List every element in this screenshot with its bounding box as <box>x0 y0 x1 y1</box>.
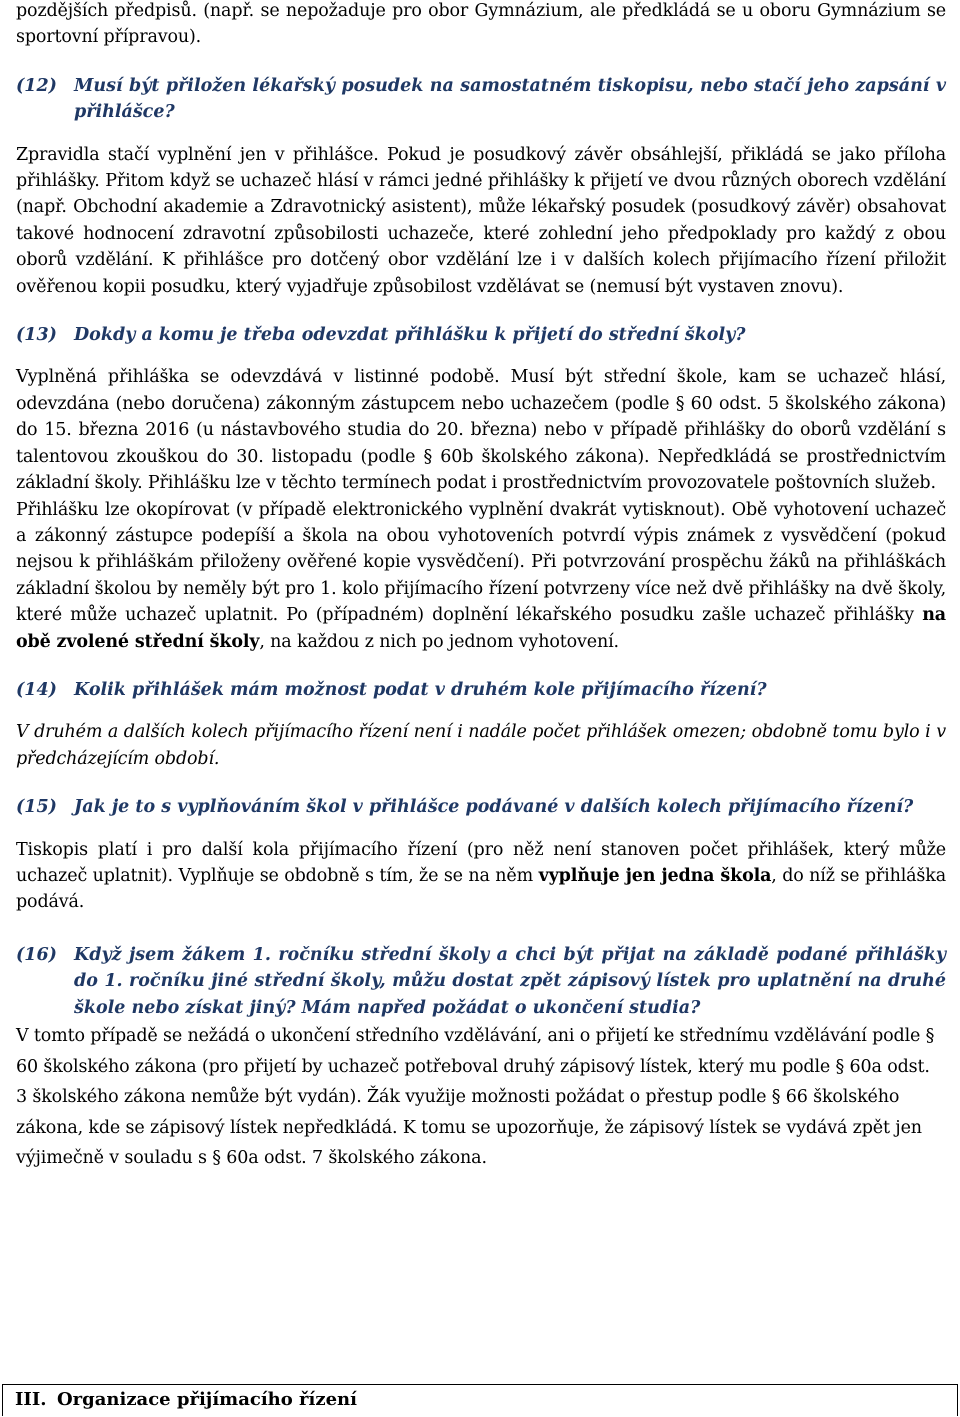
question-14 <box>16 677 946 703</box>
question-text: Musí být přiložen lékařský posudek na samostatném tiskopisu, nebo stačí jeho zapsání v přihlášce? <box>74 75 946 123</box>
question-text: Kolik přihlášek mám možnost podat v druhém kole přijímacího řízení? <box>74 679 767 700</box>
answer-13-paragraph-2 <box>16 497 946 655</box>
intro-paragraph: pozdějších předpisů. (např. se nepožaduje pro obor Gymnázium, ale předkládá se u oboru Gymnázium se sportovní přípravou). <box>16 1 946 48</box>
answer-16: V tomto případě se nežádá o ukončení středního vzdělávání, ani o přijetí ke střednímu vzdělávání podle § 60 školského zákona (pro přijetí by uchazeč potřeboval druhý zápisový lístek, který mu podle § 60a odst. 3 školského zákona nemůže být vydán). Žák využije možnosti požádat o přestup podle § 66 školského zákona, kde se zápisový lístek nepředkládá. K tomu se upozorňuje, že zápisový lístek se vydává zpět jen výjimečně v souladu s § 60a odst. 7 školského zákona. <box>16 1026 935 1168</box>
question-number: (15) <box>16 797 57 818</box>
answer-14: V druhém a dalších kolech přijímacího řízení není i nadále počet přihlášek omezen; obdobně tomu bylo i v předcházejícím období. <box>16 722 946 769</box>
answer-15 <box>16 837 946 916</box>
question-12 <box>16 73 946 126</box>
chapter-heading-box <box>2 1384 958 1416</box>
answer-text: Tiskopis platí i pro další kola přijímacího řízení (pro něž není stanoven počet přihlášek, který může uchazeč uplatnit). Vyplňuje se obdobně s tím, že se na něm <box>16 839 946 886</box>
question-15 <box>16 794 946 820</box>
answer-emphasis: na obě zvolené střední školy <box>16 605 946 652</box>
chapter-heading <box>15 1387 357 1413</box>
question-number: (14) <box>16 679 57 700</box>
answer-emphasis: vyplňuje jen jedna škola <box>538 865 772 886</box>
question-number: (12) <box>16 75 57 96</box>
answer-12: Zpravidla stačí vyplnění jen v přihlášce. Pokud je posudkový závěr obsáhlejší, přikládá se jako příloha přihlášky. Přitom když se uchazeč hlásí v rámci jedné přihlášky k přijetí ve dvou různých oborech vzdělání (např. Obchodní akademie a Zdravotnický asistent), může lékařský posudek (posudkový závěr) obsahovat takové hodnocení zdravotní způsobilosti uchazeče, které zohlední jeho předpoklady pro každý z obou oborů vzdělání. K přihlášce pro dotčený obor vzdělání lze i v dalších kolech přijímacího řízení přiložit ověřenou kopii posudku, který vyjadřuje způsobilost vzdělávat se (nemusí být vystaven znovu). <box>16 144 946 297</box>
answer-13-paragraph-1: Vyplněná přihláška se odevzdává v listinné podobě. Musí být střední škole, kam se uchazeč hlásí, odevzdána (nebo doručena) zákonným zástupcem nebo uchazečem (podle § 60 odst. 5 školského zákona) do 15. března 2016 (u nástavbového studia do 20. března) nebo v případě přihlášky do oborů vzdělání s talentovou zkouškou do 30. listopadu (podle § 60b školského zákona). Nepředkládá se prostřednictvím základní školy. Přihlášku lze v těchto termínech podat i prostřednictvím provozovatele poštovních služeb. <box>16 367 946 494</box>
question-number: (16) <box>16 944 57 965</box>
chapter-number: III. <box>15 1389 47 1410</box>
question-text: Když jsem žákem 1. ročníku střední školy a chci být přijat na základě podané přihlášky do 1. ročníku jiné střední školy, můžu dostat zpět zápisový lístek pro uplatnění na druhé škole nebo získat jiný? Mám napřed požádat o ukončení studia? <box>74 944 946 1018</box>
document-page <box>16 0 946 1174</box>
answer-text: , do níž se přihláška podává. <box>16 865 947 913</box>
answer-text: , na každou z nich po jednom vyhotovení. <box>259 631 619 652</box>
answer-text: Přihlášku lze okopírovat (v případě elektronického vyplnění dvakrát vytisknout). Obě vyhotovení uchazeč a zákonný zástupce podepíší a škola na obou vyhotoveních potvrdí výpis známek z vysvědčení (pokud nejsou k přihláškám přiloženy ověřené kopie vysvědčení). Při potvrzování prospěchu žáků na přihláškách základní školou by neměly být pro 1. kolo přijímacího řízení potvrzeny více než dvě přihlášky na dvě školy, které může uchazeč uplatnit. Po (případném) doplnění lékařského posudku zašle uchazeč přihlášky <box>16 499 946 626</box>
chapter-title: Organizace přijímacího řízení <box>57 1389 357 1410</box>
question-16 <box>16 942 946 1021</box>
question-text: Jak je to s vyplňováním škol v přihlášce podávané v dalších kolech přijímacího řízení? <box>74 797 914 818</box>
question-text: Dokdy a komu je třeba odevzdat přihlášku k přijetí do střední školy? <box>74 325 746 346</box>
question-number: (13) <box>16 325 57 346</box>
question-13 <box>16 322 946 348</box>
